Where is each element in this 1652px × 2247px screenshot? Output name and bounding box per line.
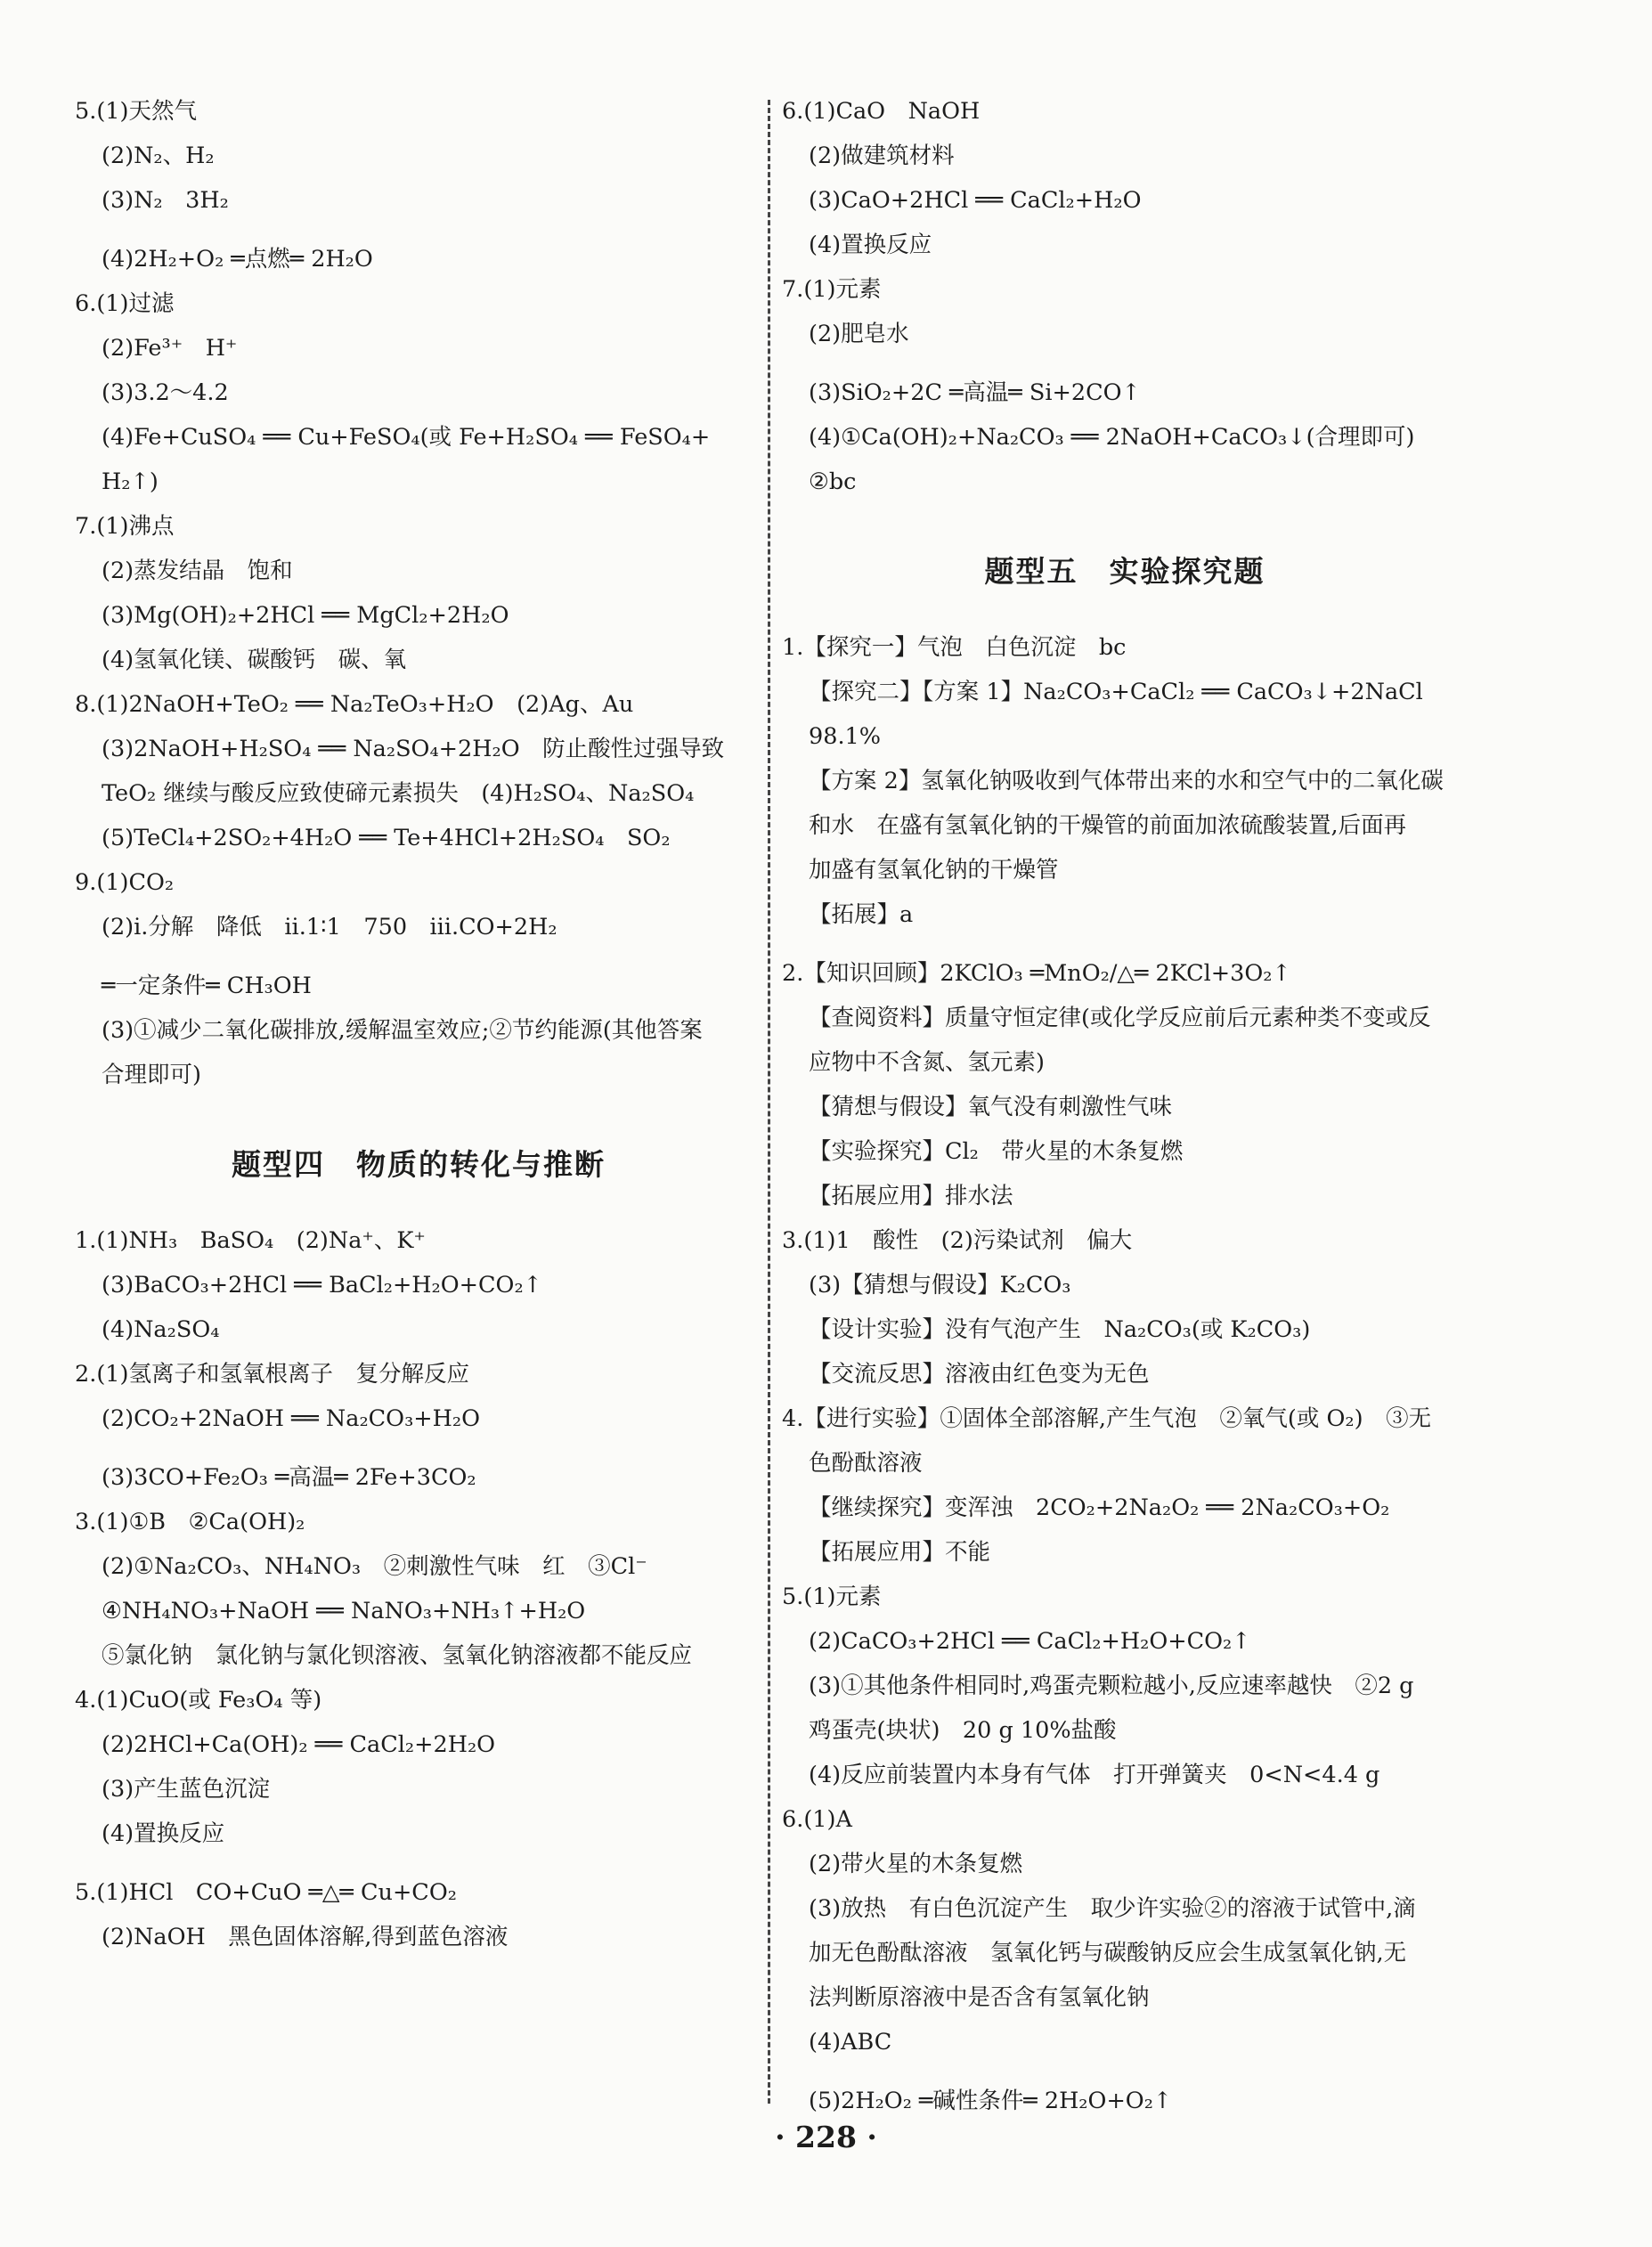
answer-line: 98.1% — [809, 723, 882, 750]
page-number: · 228 · — [775, 2120, 877, 2154]
right-column — [782, 89, 1468, 2123]
answer-line: 6.(1)A — [782, 1806, 852, 1833]
answer-line: 3.(1)1 酸性 (2)污染试剂 偏大 — [782, 1227, 1133, 1254]
answer-line: (2)做建筑材料 — [809, 142, 955, 169]
answer-line: 【交流反思】溶液由红色变为无色 — [809, 1361, 1150, 1388]
answer-line: (2)N₂、H₂ — [102, 142, 215, 169]
answer-line: 和水 在盛有氢氧化钠的干燥管的前面加浓硫酸装置,后面再 — [809, 812, 1407, 839]
answer-line: (2)Fe³⁺ H⁺ — [102, 335, 238, 362]
answer-line: (3)CaO+2HCl ══ CaCl₂+H₂O — [809, 187, 1142, 214]
answer-line: 【方案 2】氢氧化钠吸收到气体带出来的水和空气中的二氧化碳 — [809, 768, 1444, 794]
answer-line: (4)2H₂+O₂ ═点燃═ 2H₂O — [102, 246, 373, 273]
answer-line: 6.(1)过滤 — [75, 290, 175, 317]
answer-line: 1.(1)NH₃ BaSO₄ (2)Na⁺、K⁺ — [75, 1227, 426, 1254]
answer-line: (3)N₂ 3H₂ — [102, 187, 229, 214]
answer-line: (3)Mg(OH)₂+2HCl ══ MgCl₂+2H₂O — [102, 602, 509, 629]
answer-line: 7.(1)元素 — [782, 276, 882, 303]
answer-line: (2)2HCl+Ca(OH)₂ ══ CaCl₂+2H₂O — [102, 1731, 496, 1758]
answer-line: (3)SiO₂+2C ═高温═ Si+2CO↑ — [809, 379, 1141, 406]
answer-line: ②bc — [809, 468, 857, 495]
answer-line: 【实验探究】Cl₂ 带火星的木条复燃 — [809, 1138, 1184, 1165]
answer-line: 法判断原溶液中是否含有氢氧化钠 — [809, 1984, 1150, 2011]
answer-line: ④NH₄NO₃+NaOH ══ NaNO₃+NH₃↑+H₂O — [102, 1598, 586, 1624]
answer-line: (4)Fe+CuSO₄ ══ Cu+FeSO₄(或 Fe+H₂SO₄ ══ FeSO₄+ — [102, 424, 711, 451]
section-title: 题型四 物质的转化与推断 — [232, 1147, 606, 1182]
answer-line: (3)【猜想与假设】K₂CO₃ — [809, 1272, 1071, 1299]
answer-line: 5.(1)天然气 — [75, 98, 197, 125]
left-column — [75, 89, 762, 1959]
answer-line: 2.【知识回顾】2KClO₃ ═MnO₂/△═ 2KCl+3O₂↑ — [782, 960, 1291, 987]
answer-line: 【拓展应用】不能 — [809, 1539, 991, 1566]
answer-line: 5.(1)元素 — [782, 1583, 882, 1610]
answer-line: (2)CaCO₃+2HCl ══ CaCl₂+H₂O+CO₂↑ — [809, 1628, 1251, 1655]
answer-line: 3.(1)①B ②Ca(OH)₂ — [75, 1509, 305, 1535]
answer-line: ═一定条件═ CH₃OH — [102, 973, 312, 999]
answer-line: 4.(1)CuO(或 Fe₃O₄ 等) — [75, 1687, 322, 1714]
answer-line: 【拓展应用】排水法 — [809, 1183, 1013, 1209]
answer-line: (3)BaCO₃+2HCl ══ BaCl₂+H₂O+CO₂↑ — [102, 1272, 543, 1299]
answer-line: H₂↑) — [102, 468, 159, 495]
answer-line: 9.(1)CO₂ — [75, 869, 175, 896]
answer-line: 【继续探究】变浑浊 2CO₂+2Na₂O₂ ══ 2Na₂CO₃+O₂ — [809, 1494, 1390, 1521]
answer-line: 加盛有氢氧化钠的干燥管 — [809, 857, 1059, 883]
answer-line: (4)Na₂SO₄ — [102, 1316, 220, 1343]
answer-line: (2)带火星的木条复燃 — [809, 1851, 1023, 1877]
answer-line: 7.(1)沸点 — [75, 513, 175, 540]
answer-line: 鸡蛋壳(块状) 20 g 10%盐酸 — [809, 1717, 1117, 1744]
answer-line: 1.【探究一】气泡 白色沉淀 bc — [782, 634, 1127, 661]
answer-line: (2)NaOH 黑色固体溶解,得到蓝色溶液 — [102, 1924, 509, 1950]
section-title: 题型五 实验探究题 — [984, 554, 1265, 589]
answer-line: (3)产生蓝色沉淀 — [102, 1776, 271, 1803]
answer-line: ⑤氯化钠 氯化钠与氯化钡溶液、氢氧化钠溶液都不能反应 — [102, 1642, 693, 1669]
answer-line: 加无色酚酞溶液 氢氧化钙与碳酸钠反应会生成氢氧化钠,无 — [809, 1940, 1407, 1966]
answer-line: 色酚酞溶液 — [809, 1450, 923, 1477]
answer-line: 应物中不含氮、氢元素) — [809, 1049, 1045, 1076]
answer-line: (4)置换反应 — [809, 232, 932, 258]
answer-line: (2)CO₂+2NaOH ══ Na₂CO₃+H₂O — [102, 1405, 481, 1432]
answer-line: (5)2H₂O₂ ═碱性条件═ 2H₂O+O₂↑ — [809, 2088, 1173, 2114]
answer-line: 6.(1)CaO NaOH — [782, 98, 981, 125]
answer-line: (3)①减少二氧化碳排放,缓解温室效应;②节约能源(其他答案 — [102, 1017, 703, 1044]
answer-line: (3)2NaOH+H₂SO₄ ══ Na₂SO₄+2H₂O 防止酸性过强导致 — [102, 736, 725, 762]
answer-line: (2)①Na₂CO₃、NH₄NO₃ ②刺激性气味 红 ③Cl⁻ — [102, 1553, 647, 1580]
answer-line: (3)3.2～4.2 — [102, 379, 229, 406]
answer-line: 【探究二】【方案 1】Na₂CO₃+CaCl₂ ══ CaCO₃↓+2NaCl — [809, 679, 1423, 705]
answer-line: (2)肥皂水 — [809, 321, 909, 347]
answer-line: (4)①Ca(OH)₂+Na₂CO₃ ══ 2NaOH+CaCO₃↓(合理即可) — [809, 424, 1415, 451]
answer-line: (3)①其他条件相同时,鸡蛋壳颗粒越小,反应速率越快 ②2 g — [809, 1673, 1414, 1699]
answer-line: 【拓展】a — [809, 901, 914, 928]
answer-line: (4)反应前装置内本身有气体 打开弹簧夹 0<N<4.4 g — [809, 1762, 1380, 1788]
answer-line: (4)置换反应 — [102, 1820, 225, 1847]
answer-line: 4.【进行实验】①固体全部溶解,产生气泡 ②氧气(或 O₂) ③无 — [782, 1405, 1432, 1432]
answer-line: (2)蒸发结晶 饱和 — [102, 558, 293, 584]
answer-line: 【设计实验】没有气泡产生 Na₂CO₃(或 K₂CO₃) — [809, 1316, 1311, 1343]
answer-line: 合理即可) — [102, 1062, 201, 1088]
answer-line: 8.(1)2NaOH+TeO₂ ══ Na₂TeO₃+H₂O (2)Ag、Au — [75, 691, 634, 718]
answer-line: (3)放热 有白色沉淀产生 取少许实验②的溶液于试管中,滴 — [809, 1895, 1416, 1922]
answer-line: (5)TeCl₄+2SO₂+4H₂O ══ Te+4HCl+2H₂SO₄ SO₂ — [102, 825, 671, 851]
answer-line: (3)3CO+Fe₂O₃ ═高温═ 2Fe+3CO₂ — [102, 1464, 476, 1491]
answer-line: 2.(1)氢离子和氢氧根离子 复分解反应 — [75, 1361, 469, 1388]
answer-line: (2)ⅰ.分解 降低 ⅱ.1∶1 750 ⅲ.CO+2H₂ — [102, 914, 557, 940]
column-divider — [768, 100, 770, 2104]
answer-line: (4)ABC — [809, 2029, 892, 2056]
answer-line: 5.(1)HCl CO+CuO ═△═ Cu+CO₂ — [75, 1879, 457, 1906]
answer-line: TeO₂ 继续与酸反应致使碲元素损失 (4)H₂SO₄、Na₂SO₄ — [102, 780, 695, 807]
answer-line: 【查阅资料】质量守恒定律(或化学反应前后元素种类不变或反 — [809, 1005, 1431, 1031]
answer-line: (4)氢氧化镁、碳酸钙 碳、氧 — [102, 647, 407, 673]
answer-line: 【猜想与假设】氧气没有刺激性气味 — [809, 1094, 1173, 1120]
